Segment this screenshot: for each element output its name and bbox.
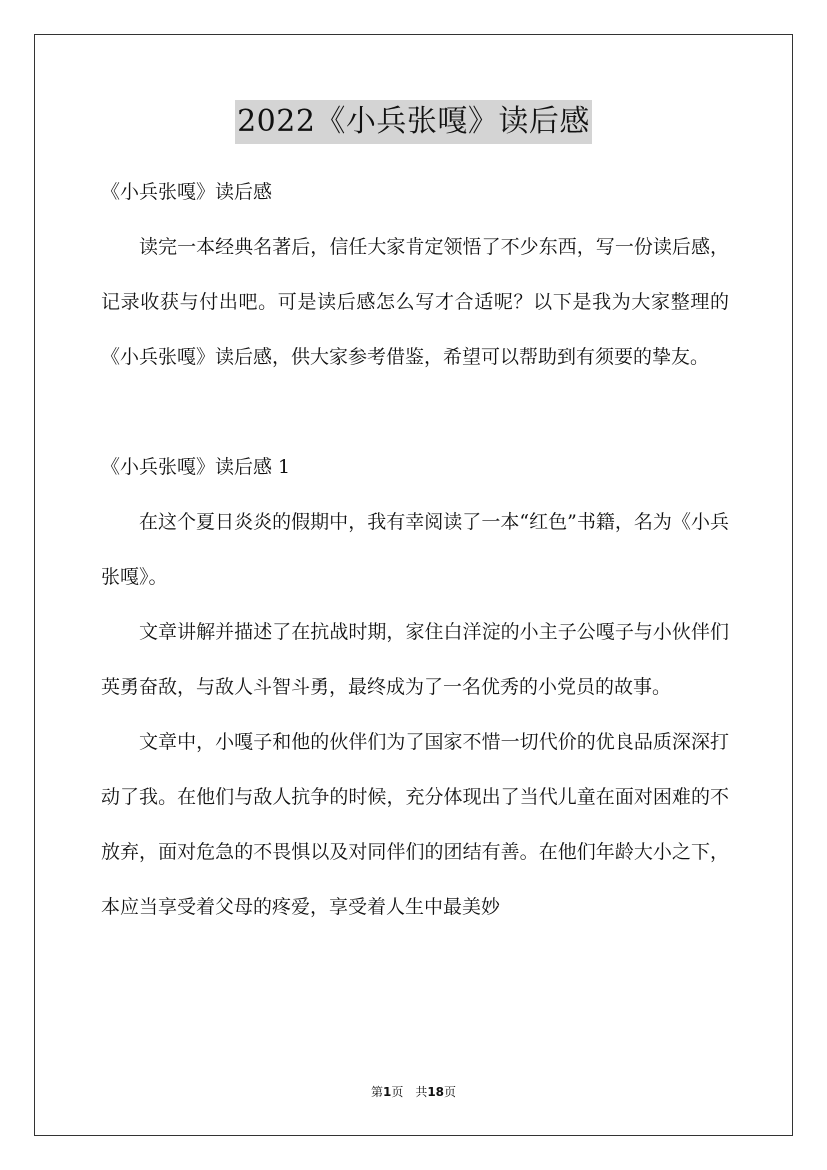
body-paragraph: 文章中，小嘎子和他的伙伴们为了国家不惜一切代价的优良品质深深打动了我。在他们与敌人抗争的时候，充分体现出了当代儿童在面对困难的不放弃，面对危急的不畏惧以及对同伴们的团结有善。在他们年龄大小之下，本应当享受着父母的疼爱，享受着人生中最美妙 [101, 731, 729, 918]
body-paragraph: 文章讲解并描述了在抗战时期，家住白洋淀的小主子公嘎子与小伙伴们英勇奋敌，与敌人斗智斗勇，最终成为了一名优秀的小党员的故事。 [101, 621, 729, 698]
body-paragraph: 在这个夏日炎炎的假期中，我有幸阅读了一本“红色”书籍，名为《小兵张嘎》。 [101, 511, 729, 588]
footer-page-total: 18 [427, 1085, 445, 1099]
page-footer [0, 1083, 827, 1101]
section-spacer [101, 385, 729, 440]
footer-page-mid: 页 共 [391, 1085, 428, 1099]
intro-heading: 《小兵张嘎》读后感 [101, 181, 273, 203]
footer-page-current: 1 [382, 1085, 392, 1099]
section-heading: 《小兵张嘎》读后感 1 [101, 456, 291, 478]
document-body [101, 165, 729, 935]
footer-page-prefix: 第 [370, 1085, 383, 1099]
document-title: 2022《小兵张嘎》读后感 [235, 100, 592, 144]
title-container [0, 100, 827, 144]
footer-page-suffix: 页 [444, 1085, 457, 1099]
intro-paragraph: 读完一本经典名著后，信任大家肯定领悟了不少东西，写一份读后感，记录收获与付出吧。可是读后感怎么写才合适呢？以下是我为大家整理的《小兵张嘎》读后感，供大家参考借鉴，希望可以帮助到有须要的挚友。 [101, 236, 729, 368]
